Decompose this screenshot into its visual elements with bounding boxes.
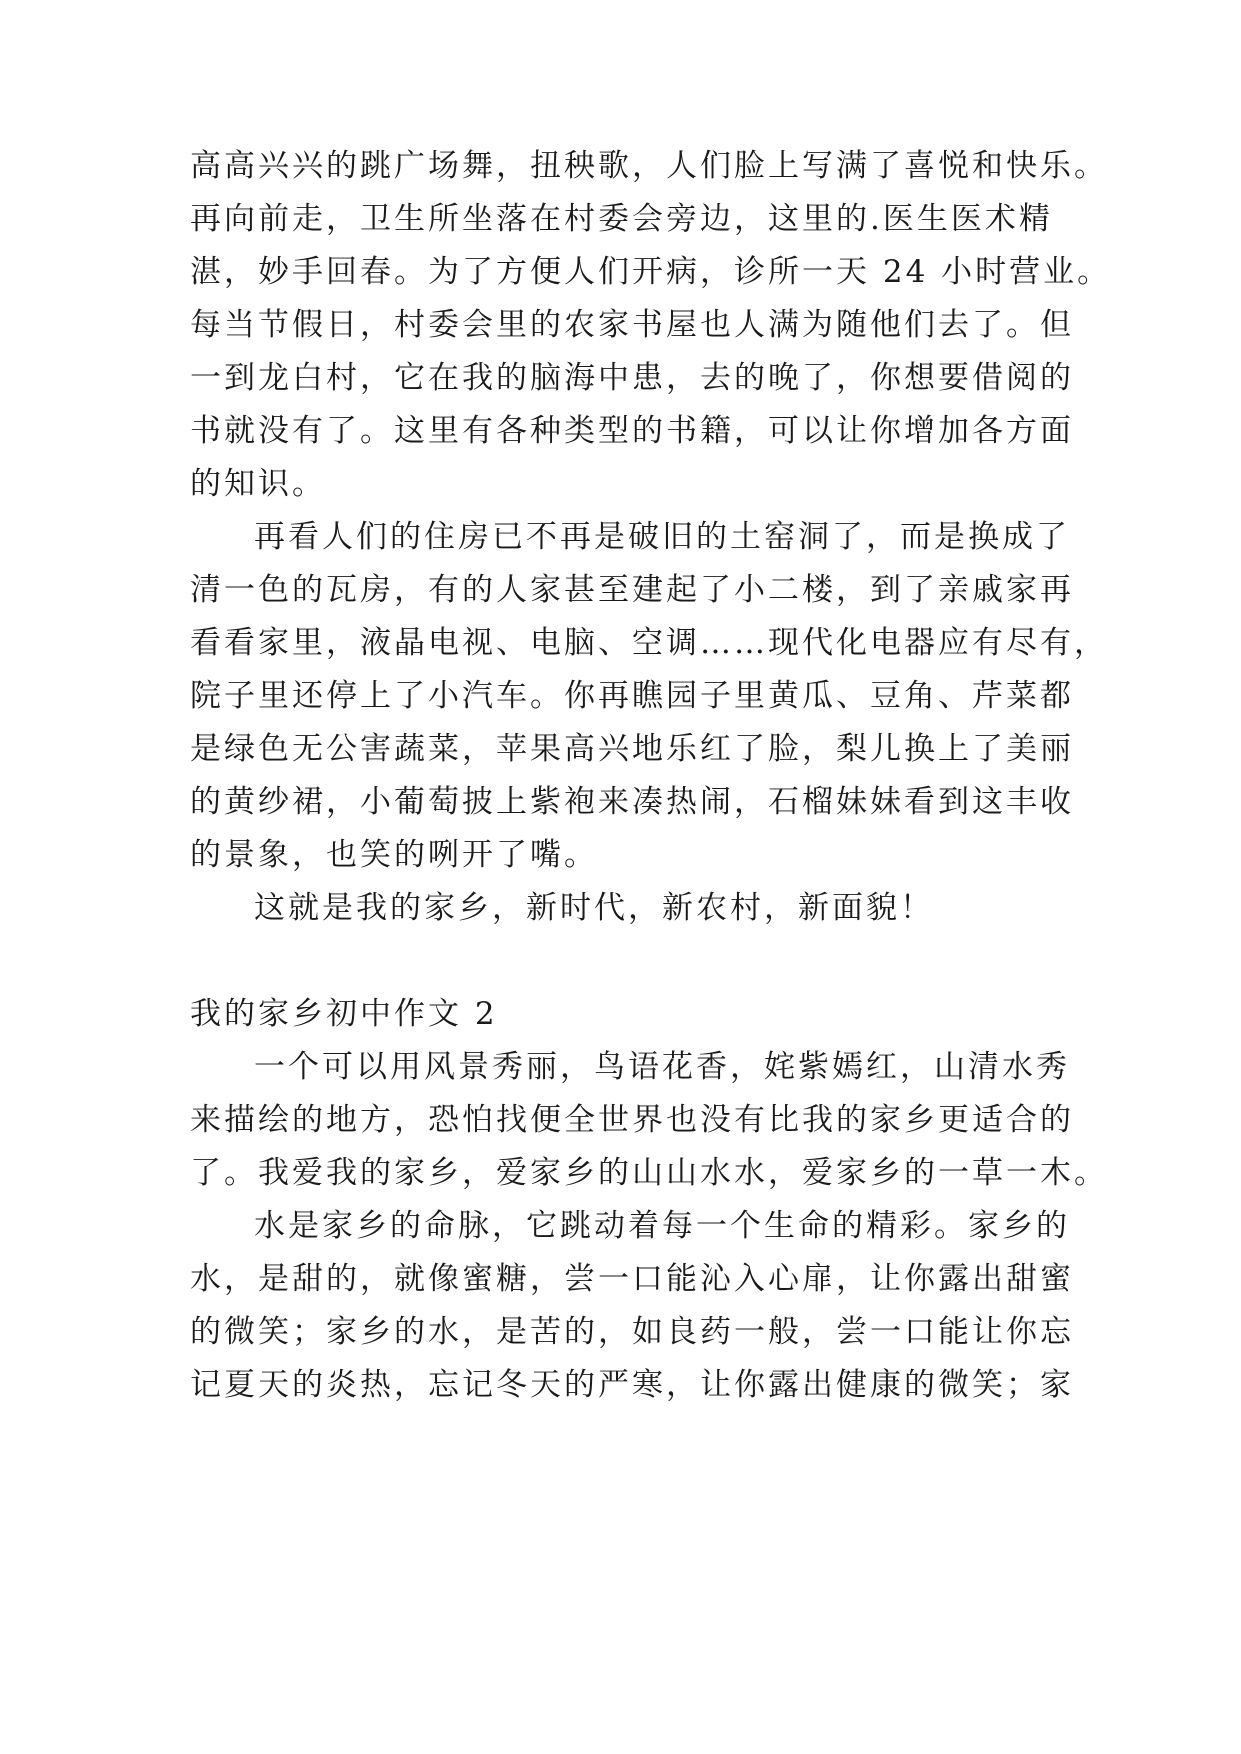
paragraph-line: 是绿色无公害蔬菜，苹果高兴地乐红了脸，梨儿换上了美丽	[190, 731, 1074, 767]
paragraph-line: 清一色的瓦房，有的人家甚至建起了小二楼，到了亲戚家再	[190, 572, 1074, 608]
paragraph-line: 院子里还停上了小汽车。你再瞧园子里黄瓜、豆角、芹菜都	[190, 678, 1074, 714]
paragraph-line: 湛，妙手回春。为了方便人们开病，诊所一天 24 小时营业。	[190, 254, 1112, 290]
paragraph-line: 再看人们的住房已不再是破旧的土窑洞了，而是换成了	[254, 519, 1070, 555]
paragraph-line: 高高兴兴的跳广场舞，扭秧歌，人们脸上写满了喜悦和快乐。	[190, 148, 1108, 184]
paragraph-line: 再向前走，卫生所坐落在村委会旁边，这里的.医生医术精	[190, 201, 1053, 237]
paragraph-line: 水，是甜的，就像蜜糖，尝一口能沁入心扉，让你露出甜蜜	[190, 1261, 1074, 1297]
paragraph-line: 这就是我的家乡，新时代，新农村，新面貌！	[254, 890, 934, 926]
paragraph-line: 看看家里，液晶电视、电脑、空调……现代化电器应有尽有，	[190, 625, 1108, 661]
paragraph-line: 来描绘的地方，恐怕找便全世界也没有比我的家乡更适合的	[190, 1102, 1074, 1138]
paragraph-line: 书就没有了。这里有各种类型的书籍，可以让你增加各方面	[190, 413, 1074, 449]
section-heading: 我的家乡初中作文 2	[190, 996, 498, 1032]
paragraph-line: 的微笑；家乡的水，是苦的，如良药一般，尝一口能让你忘	[190, 1314, 1074, 1350]
paragraph-line: 水是家乡的命脉，它跳动着每一个生命的精彩。家乡的	[254, 1208, 1070, 1244]
paragraph-line: 了。我爱我的家乡，爱家乡的山山水水，爱家乡的一草一木。	[190, 1155, 1108, 1191]
paragraph-line: 一到龙白村，它在我的脑海中患，去的晚了，你想要借阅的	[190, 360, 1074, 396]
paragraph-line: 的景象，也笑的咧开了嘴。	[190, 837, 598, 873]
paragraph-line: 每当节假日，村委会里的农家书屋也人满为随他们去了。但	[190, 307, 1074, 343]
paragraph-line: 的黄纱裙，小葡萄披上紫袍来凑热闹，石榴妹妹看到这丰收	[190, 784, 1074, 820]
paragraph-line: 的知识。	[190, 466, 326, 502]
paragraph-line: 记夏天的炎热，忘记冬天的严寒，让你露出健康的微笑；家	[190, 1367, 1074, 1403]
paragraph-line: 一个可以用风景秀丽，鸟语花香，姹紫嫣红，山清水秀	[254, 1049, 1070, 1085]
